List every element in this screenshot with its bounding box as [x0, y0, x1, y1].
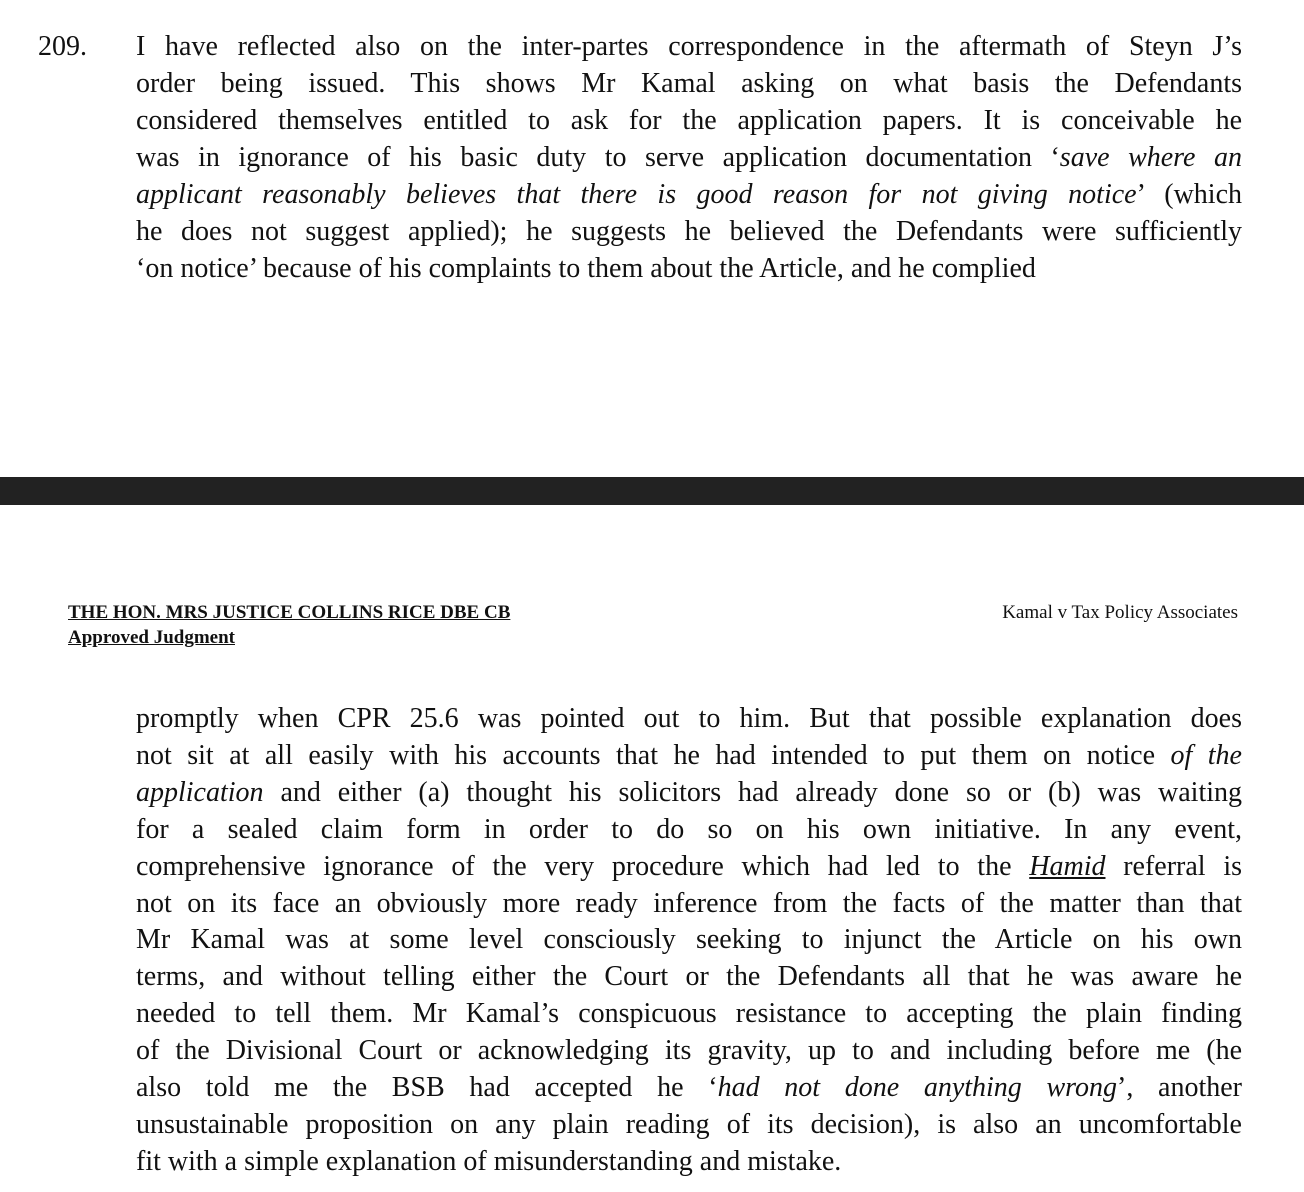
italic-quote: applicant reasonably believes that there is good reason for not giving notice — [136, 179, 1137, 210]
text-line: for a sealed claim form in order to do so on his own initiative. In any event, — [136, 813, 1242, 845]
text-line: fit with a simple explanation of misunderstanding and mistake. — [136, 1145, 842, 1177]
judge-name: THE HON. MRS JUSTICE COLLINS RICE DBE CB — [68, 602, 511, 623]
italic-quote: had not done anything wrong — [717, 1072, 1118, 1103]
text-line — [136, 737, 1242, 774]
text-run: ’, another — [1117, 1072, 1242, 1103]
text-line: he does not suggest applied); he suggests he believed the Defendants were sufficiently — [136, 216, 1242, 247]
paragraph-number: 209. — [38, 31, 87, 62]
text-line: order being issued. This shows Mr Kamal asking on what basis the Defendants — [136, 68, 1242, 99]
text-line: unsustainable proposition on any plain reading of its decision), is also an uncomfortable — [136, 1108, 1242, 1140]
case-name: Kamal v Tax Policy Associates — [1002, 602, 1238, 623]
italic-quote: save where an — [1059, 142, 1242, 173]
case-reference: Hamid — [1029, 850, 1106, 882]
text-line: promptly when CPR 25.6 was pointed out to him. But that possible explanation does — [136, 703, 1242, 734]
text-line — [136, 1069, 1242, 1106]
judgment-status: Approved Judgment — [68, 627, 235, 648]
text-line: needed to tell them. Mr Kamal’s conspicuous resistance to accepting the plain finding — [136, 998, 1242, 1030]
text-line: ‘on notice’ because of his complaints to them about the Article, and he complied — [136, 253, 1036, 284]
italic-quote: application — [136, 776, 264, 808]
text-line — [136, 848, 1242, 885]
running-header-left — [68, 600, 510, 650]
text-run: ’ (which — [1136, 179, 1243, 210]
page-break-divider — [0, 477, 1304, 505]
text-line: considered themselves entitled to ask for the application papers. It is conceivable he — [136, 105, 1242, 136]
italic-quote: of the — [1170, 739, 1242, 771]
text-line: Mr Kamal was at some level consciously seeking to injunct the Article on his own — [136, 924, 1242, 956]
text-line — [136, 139, 1242, 176]
text-line — [136, 774, 1242, 811]
text-line: of the Divisional Court or acknowledging its gravity, up to and including before me (he — [136, 1035, 1242, 1067]
text-line: I have reflected also on the inter-partes correspondence in the aftermath of Steyn J’s — [136, 31, 1242, 62]
text-line: not on its face an obviously more ready inference from the facts of the matter than that — [136, 887, 1242, 919]
text-run: was in ignorance of his basic duty to serve application documentation ‘ — [136, 142, 1060, 173]
text-line: terms, and without telling either the Court or the Defendants all that he was aware he — [136, 961, 1242, 993]
text-line — [136, 176, 1242, 213]
text-run: also told me the BSB had accepted he ‘ — [136, 1072, 718, 1103]
text-run: and either (a) thought his solicitors had already done so or (b) was waiting — [263, 776, 1242, 808]
text-run: referral is — [1105, 850, 1242, 882]
text-run: not sit at all easily with his accounts that he had intended to put them on notice — [136, 739, 1171, 771]
text-run: comprehensive ignorance of the very procedure which had led to the — [136, 850, 1030, 882]
